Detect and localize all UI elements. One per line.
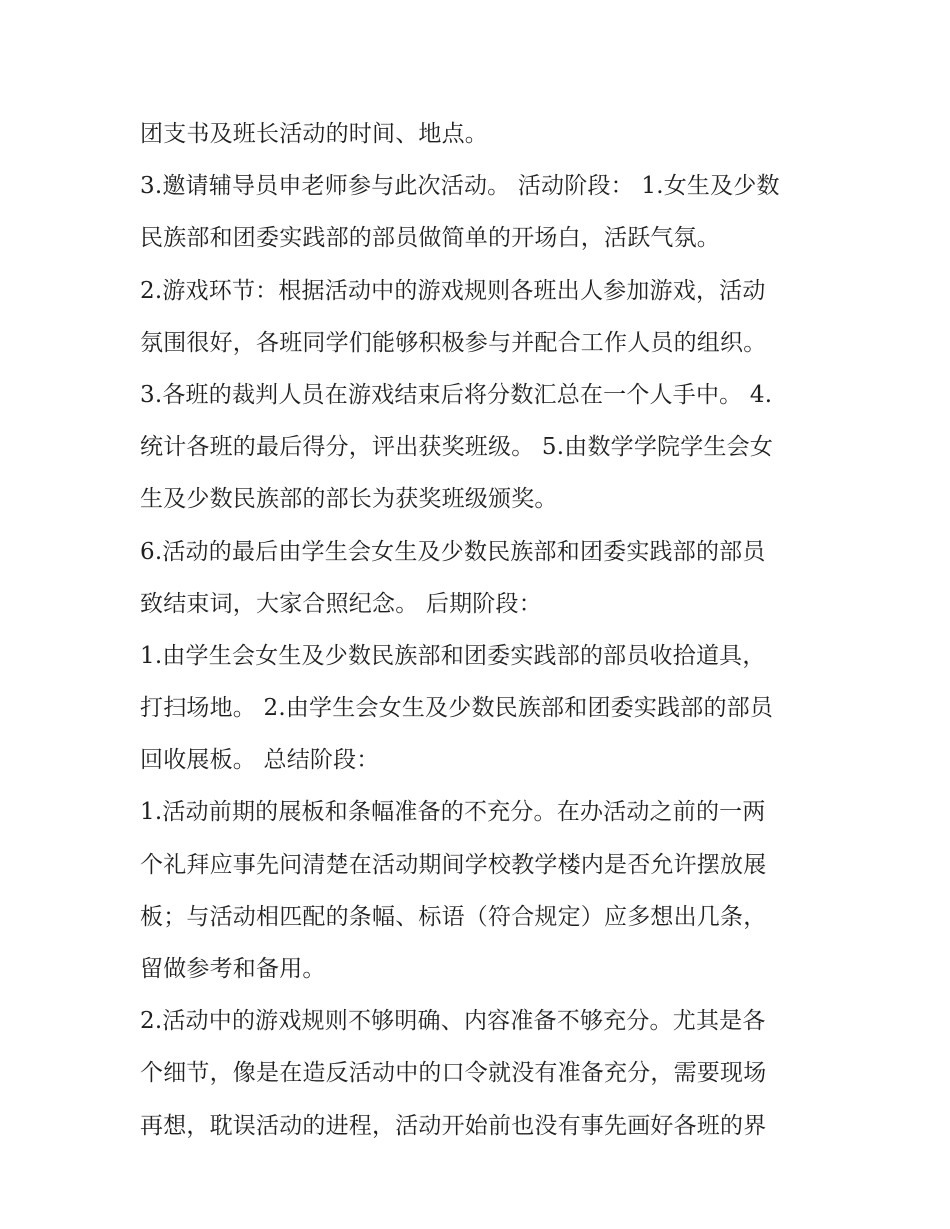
text-line: 1.由学生会女生及少数民族部和团委实践部的部员收拾道具， bbox=[140, 642, 766, 669]
text-line: 打扫场地。 2.由学生会女生及少数民族部和团委实践部的部员 bbox=[140, 695, 774, 722]
text-line: 团支书及班长活动的时间、地点。 bbox=[140, 121, 488, 147]
text-line: 6.活动的最后由学生会女生及少数民族部和团委实践部的部员 bbox=[140, 538, 766, 565]
text-line: 生及少数民族部的部长为获奖班级颁奖。 bbox=[140, 486, 558, 513]
text-line: 1.活动前期的展板和条幅准备的不充分。在办活动之前的一两 bbox=[140, 799, 766, 826]
text-line: 板；与活动相匹配的条幅、标语（符合规定）应多想出几条， bbox=[140, 903, 767, 930]
text-line: 个礼拜应事先问清楚在活动期间学校教学楼内是否允许摆放展 bbox=[140, 851, 767, 878]
text-line: 3.邀请辅导员申老师参与此次活动。 活动阶段： 1.女生及少数 bbox=[140, 173, 780, 200]
text-line: 民族部和团委实践部的部员做简单的开场白，活跃气氛。 bbox=[140, 225, 720, 252]
text-line: 留做参考和备用。 bbox=[140, 956, 326, 982]
text-line: 2.活动中的游戏规则不够明确、内容准备不够充分。尤其是各 bbox=[140, 1008, 766, 1035]
text-line: 个细节，像是在造反活动中的口令就没有准备充分，需要现场 bbox=[140, 1060, 767, 1087]
text-line: 2.游戏环节：根据活动中的游戏规则各班出人参加游戏，活动 bbox=[140, 277, 766, 304]
text-line: 回收展板。 总结阶段： bbox=[140, 747, 380, 774]
document-body bbox=[140, 108, 830, 1152]
text-line: 统计各班的最后得分，评出获奖班级。 5.由数学学院学生会女 bbox=[140, 434, 774, 461]
text-line: 致结束词，大家合照纪念。 后期阶段： bbox=[140, 590, 542, 617]
text-line: 3.各班的裁判人员在游戏结束后将分数汇总在一个人手中。 4. bbox=[140, 381, 773, 408]
text-line: 再想，耽误活动的进程，活动开始前也没有事先画好各班的界 bbox=[140, 1112, 767, 1139]
text-line: 氛围很好，各班同学们能够积极参与并配合工作人员的组织。 bbox=[140, 329, 767, 356]
